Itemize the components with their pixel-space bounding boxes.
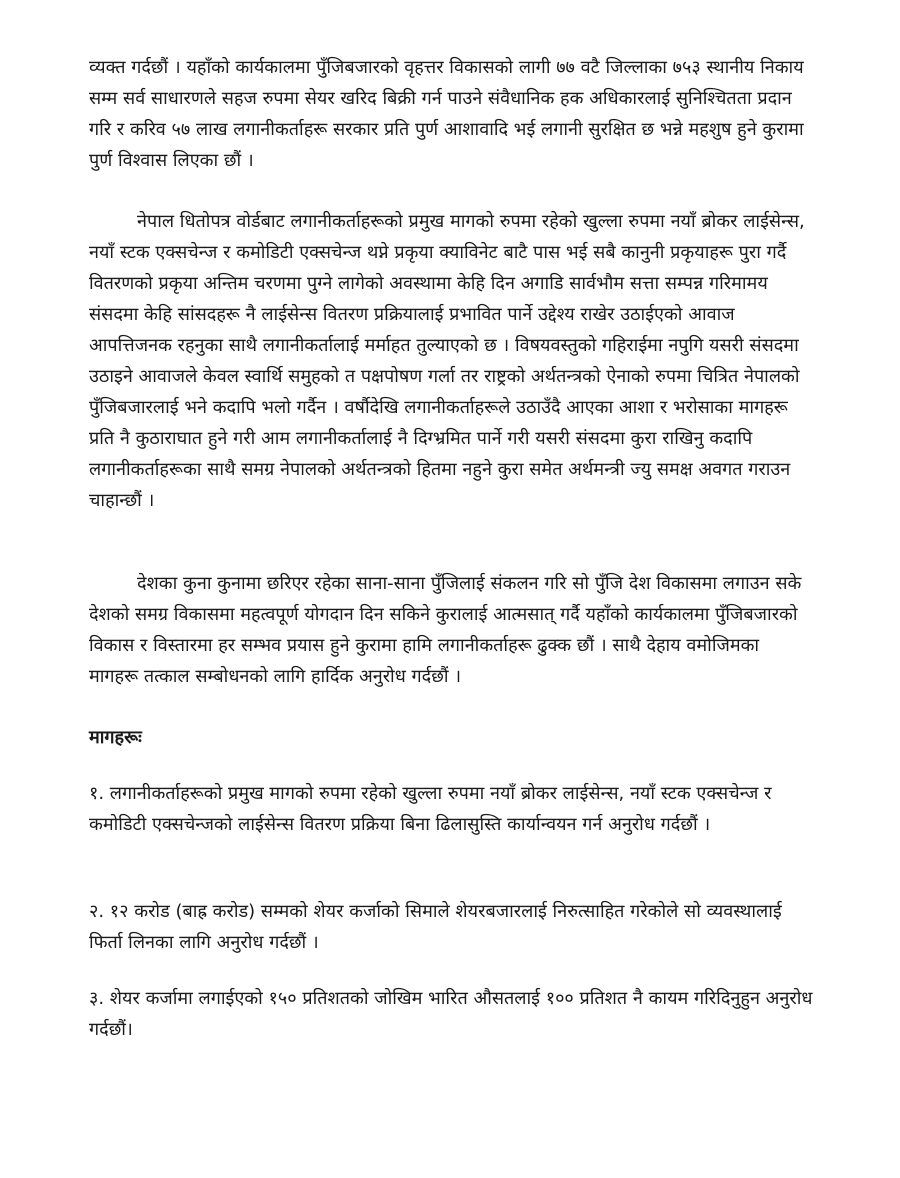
demand-item-1: १. लगानीकर्ताहरूको प्रमुख मागको रुपमा रहेको खुल्ला रुपमा नयाँ ब्रोकर लाईसेन्स, नयाँ स्टक एक्सचेन्ज र कमोडिटी एक्सचेन्जको लाईसेन्स वितरण प्रक्रिया बिना ढिलासुस्ति कार्यान्वयन गर्न अनुरोध गर्दछौं ।: [89, 783, 772, 835]
demand-item-3: ३. शेयर कर्जामा लगाईएको १५० प्रतिशतको जोखिम भारित औसतलाई १०० प्रतिशत नै कायम गरिदिनुहुन अनुरोध गर्दछौं।: [89, 988, 813, 1040]
demand-item-2: २. १२ करोड (बाह्र करोड) सम्मको शेयर कर्जाको सिमाले शेयरबजारलाई निरुत्साहित गरेकोले सो व्यवस्थालाई फिर्ता लिनका लागि अनुरोध गर्दछौं ।: [89, 901, 782, 953]
demands-heading: मागहरूः: [89, 727, 142, 748]
paragraph-license-issue: नेपाल धितोपत्र वोर्डबाट लगानीकर्ताहरूको प्रमुख मागको रुपमा रहेको खुल्ला रुपमा नयाँ ब्रोकर लाईसेन्स, नयाँ स्टक एक्सचेन्ज र कमोडिटी एक्सचेन्ज थप्ने प्रकृया क्याविनेट बाटै पास भई सबै कानुनी प्रकृयाहरू पुरा गर्दै वितरणको प्रकृया अन्तिम चरणमा पुग्ने लागेको अवस्थामा केहि दिन अगाडि सार्वभौम सत्ता सम्पन्न गरिमामय संसदमा केहि सांसदहरू नै लाईसेन्स वितरण प्रक्रियालाई प्रभावित पार्ने उद्देश्य राखेर उठाईएको आवाज आपत्तिजनक रहनुका साथै लगानीकर्तालाई मर्माहत तुल्याएको छ । विषयवस्तुको गहिराईमा नपुगि यसरी संसदमा उठाइने आवाजले केवल स्वार्थि समुहको त पक्षपोषण गर्ला तर राष्ट्रको अर्थतन्त्रको ऐनाको रुपमा चित्रित नेपालको पुँजिबजारलाई भने कदापि भलो गर्दैन । वर्षौदेखि लगानीकर्ताहरूले उठाउँदै आएका आशा र भरोसाका मागहरू प्रति नै कुठाराघात हुने गरी आम लगानीकर्तालाई नै दिग्भ्रमित पार्ने गरी यसरी संसदमा कुरा राखिनु कदापि लगानीकर्ताहरूका साथै समग्र नेपालको अर्थतन्त्रको हितमा नहुने कुरा समेत अर्थमन्त्री ज्यु समक्ष अवगत गराउन चाहान्छौं ।: [89, 211, 805, 511]
paragraph-intro: व्यक्त गर्दछौं । यहाँको कार्यकालमा पुँजिबजारको वृहत्तर विकासको लागी ७७ वटै जिल्लाका ७५३ स्थानीय निकाय सम्म सर्व साधारणले सहज रुपमा सेयर खरिद बिक्री गर्न पाउने संवैधानिक हक अधिकारलाई सुनिश्चितता प्रदान गरि र करिव ५७ लाख लगानीकर्ताहरू सरकार प्रति पुर्ण आशावादि भई लगानी सुरक्षित छ भन्ने महशुष हुने कुरामा पुर्ण विश्वास लिएका छौं ।: [89, 57, 804, 171]
paragraph-capital-development: देशका कुना कुनामा छरिएर रहेका साना-साना पुँजिलाई संकलन गरि सो पुँजि देश विकासमा लगाउन सके देशको समग्र विकासमा महत्वपूर्ण योगदान दिन सकिने कुरालाई आत्मसात् गर्दै यहाँको कार्यकालमा पुँजिबजारको विकास र विस्तारमा हर सम्भव प्रयास हुने कुरामा हामि लगानीकर्ताहरू ढुक्क छौं । साथै देहाय वमोजिमका मागहरू तत्काल सम्बोधनको लागि हार्दिक अनुरोध गर्दछौं ।: [89, 573, 802, 687]
